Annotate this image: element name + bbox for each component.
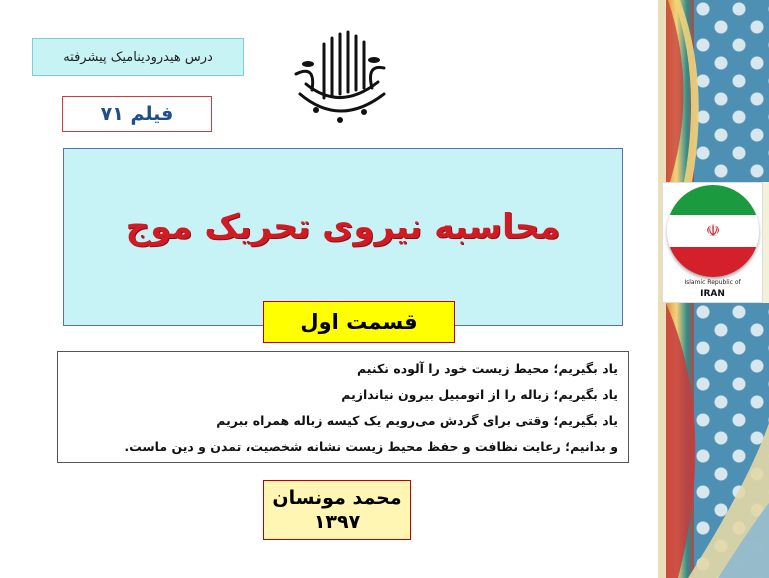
slide-title: محاسبه نیروی تحریک موج bbox=[125, 207, 561, 247]
author-box bbox=[263, 480, 411, 540]
flag-caption-country: IRAN bbox=[700, 289, 725, 299]
deco-swoosh-top bbox=[658, 0, 769, 182]
iran-flag-icon bbox=[667, 185, 759, 277]
flag-card bbox=[662, 182, 763, 303]
emblem-icon: ☫ bbox=[705, 221, 721, 241]
bismillah-calligraphy-icon bbox=[286, 24, 394, 132]
environment-tips bbox=[57, 351, 629, 463]
deco-swoosh bbox=[658, 303, 769, 578]
film-label: فیلم ۷۱ bbox=[62, 96, 212, 132]
part-label: قسمت اول bbox=[263, 301, 455, 343]
author-name: محمد مونسان bbox=[272, 487, 402, 509]
tip-line: یاد بگیریم؛ زباله را از اتومبیل بیرون نیاندازیم bbox=[341, 387, 618, 402]
tip-line: یاد بگیریم؛ محیط زیست خود را آلوده نکنیم bbox=[357, 361, 618, 376]
title-panel bbox=[63, 148, 623, 326]
tip-line: و بدانیم؛ رعایت نظافت و حفظ محیط زیست نشانه شخصیت، تمدن و دین ماست. bbox=[124, 439, 618, 454]
tip-line: یاد بگیریم؛ وقتی برای گردش می‌رویم یک کیسه زباله همراه ببریم bbox=[216, 413, 618, 428]
course-label: درس هیدرودینامیک پیشرفته bbox=[32, 38, 244, 76]
author-year: ۱۳۹۷ bbox=[313, 511, 361, 533]
flag-caption-small: Islamic Republic of bbox=[684, 279, 741, 286]
